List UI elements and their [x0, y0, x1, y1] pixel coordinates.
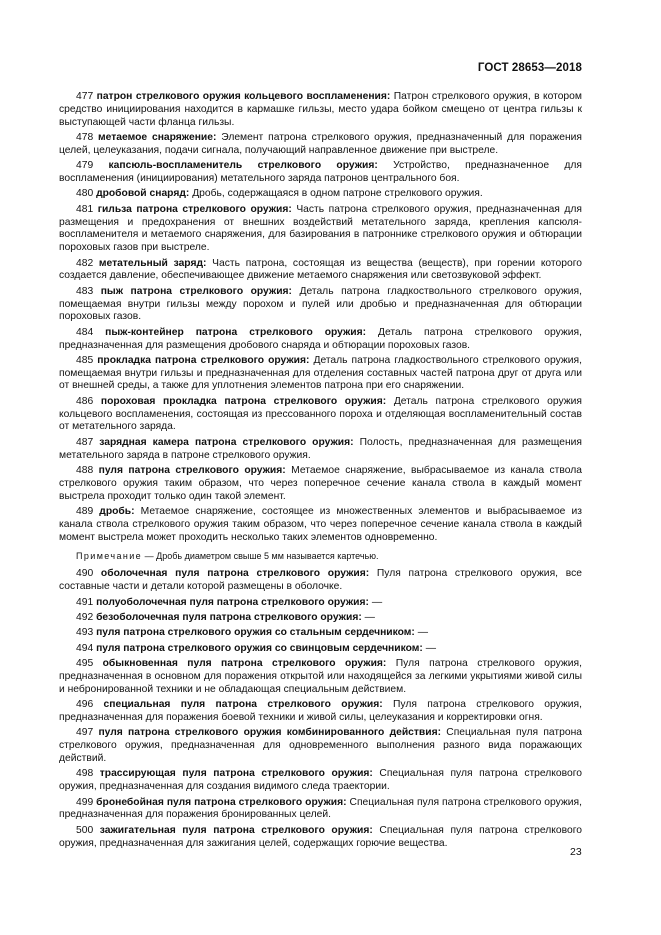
standard-designation: ГОСТ 28653—2018 [477, 62, 582, 74]
term-number: 479 [76, 160, 94, 172]
term-number: 499 [76, 796, 94, 808]
term-number: 493 [76, 627, 94, 639]
term-entry [59, 327, 582, 353]
term-definition: Метаемое снаряжение, состоящее из множественных элементов и выбрасываемое из канала ствола стрелкового оружия таким образом, что через поперечное сечение канала ствола в каждый момент выстрела может проходить несколько таких элементов одновременно. [59, 506, 582, 543]
term-number: 481 [76, 203, 94, 215]
term-definition: Специальная пуля патрона стрелкового оружия, предназначенная для создания видимого следа траектории. [59, 768, 582, 793]
term-definition: Специальная пуля патрона стрелкового оружия, предназначенная для одновременного выполнения разного вида поражающих действий. [59, 727, 582, 764]
term-title: пуля патрона стрелкового оружия комбинированного действия: [98, 727, 442, 739]
term-entry [59, 797, 582, 823]
term-entry [59, 825, 582, 851]
term-title: пуля патрона стрелкового оружия: [98, 465, 286, 477]
term-number: 490 [76, 568, 94, 580]
term-entry [59, 437, 582, 463]
document-body [59, 91, 582, 853]
term-entry [59, 465, 582, 503]
term-title: дробовой снаряд: [96, 188, 190, 200]
term-number: 484 [76, 326, 94, 338]
term-title: трассирующая пуля патрона стрелкового оружия: [99, 768, 373, 780]
term-title: пороховая прокладка патрона стрелкового оружия: [100, 395, 387, 407]
term-definition: Пуля патрона стрелкового оружия, предназначенная для поражения боевой техники и живой силы, целеуказания и корректировки огня. [59, 699, 582, 723]
term-entry [59, 160, 582, 186]
term-title: капсюль-воспламенитель стрелкового оружия: [108, 160, 378, 172]
term-definition: Пуля патрона стрелкового оружия, все составные части и детали которой размещены в оболочке. [59, 568, 582, 593]
term-definition: Специальная пуля патрона стрелкового оружия, предназначенная для зажигания целей, содержащих горючие вещества. [59, 824, 582, 849]
term-title: обыкновенная пуля патрона стрелкового оружия: [102, 658, 387, 670]
note-dash: — [144, 551, 154, 562]
term-number: 480 [76, 188, 94, 200]
term-definition: — [371, 596, 383, 608]
term-definition: Полость, предназначенная для размещения метательного заряда в патроне стрелкового оружия. [59, 436, 582, 461]
term-number: 477 [76, 91, 94, 102]
term-definition: Специальная пуля патрона стрелкового оружия, предназначенная для поражения бронированных целей. [59, 796, 582, 821]
term-definition: Часть патрона, состоящая из вещества (веществ), при горении которого создается давление, обеспечивающее движение метаемого снаряжения или светозвуковой эффект. [59, 257, 582, 282]
term-number: 488 [76, 465, 94, 477]
term-entry [59, 396, 582, 434]
term-entry [59, 699, 582, 725]
term-title: оболочечная пуля патрона стрелкового оружия: [100, 568, 370, 580]
term-entry [59, 258, 582, 284]
term-definition: — [417, 627, 429, 639]
term-title: гильза патрона стрелкового оружия: [97, 203, 292, 215]
term-title: полуоболочечная пуля патрона стрелкового оружия: [96, 596, 369, 608]
term-definition: — [364, 612, 375, 623]
term-title: метаемое снаряжение: [98, 131, 217, 143]
term-entry [59, 768, 582, 794]
term-entry [59, 506, 582, 544]
terms-list-b [59, 568, 582, 850]
term-definition: Дробь, содержащаяся в одном патроне стрелкового оружия. [192, 188, 483, 200]
term-definition: Часть патрона стрелкового оружия, предназначенная для размещения и предохранения от внешних воздействий метательного заряда, крепления капсюля-воспламенителя и метаемого снаряжения, для базирования в патроннике стрелкового оружия и обтюрации пороховых газов при выстреле. [59, 203, 582, 254]
term-definition: Устройство, предназначенное для воспламенения (инициирования) метательного заряда патронов центрального боя. [59, 160, 582, 184]
note-label: Примечание [76, 551, 143, 562]
term-title: специальная пуля патрона стрелкового оружия: [103, 699, 383, 711]
term-title: зажигательная пуля патрона стрелкового оружия: [99, 824, 373, 836]
term-number: 496 [76, 699, 94, 711]
term-title: пуля патрона стрелкового оружия со свинцовым сердечником: [96, 642, 423, 654]
term-title: прокладка патрона стрелкового оружия: [97, 354, 310, 366]
term-definition: Деталь патрона гладкоствольного стрелкового оружия, помещаемая внутри гильзы между порохом и пулей или дробью и предназначенная для обтюрации пороховых газов. [59, 285, 582, 323]
note [59, 550, 582, 562]
term-entry [59, 204, 582, 255]
term-definition: Деталь патрона стрелкового оружия, предназначенная для размещения дробового снаряда и обтюрации пороховых газов. [59, 326, 582, 351]
term-entry [59, 627, 582, 640]
term-number: 492 [76, 612, 94, 623]
term-entry [59, 188, 582, 201]
term-number: 483 [76, 285, 94, 297]
term-number: 485 [76, 354, 94, 366]
term-definition: Метаемое снаряжение, выбрасываемое из канала ствола стрелкового оружия таким образом, что через поперечное сечение канала ствола в каждый момент выстрела проходит только один такой элемент. [59, 465, 582, 502]
term-number: 487 [76, 436, 94, 448]
term-entry [59, 286, 582, 324]
term-definition: — [425, 642, 436, 654]
term-definition: Патрон стрелкового оружия, в котором средство инициирования находится в кармашке гильзы, место удара бойком смещено от центра гильзы к выступающей части фланца гильзы. [59, 91, 582, 128]
terms-list-a [59, 91, 582, 544]
term-number: 497 [76, 727, 94, 739]
term-number: 495 [76, 658, 94, 670]
term-entry [59, 355, 582, 393]
term-number: 489 [76, 506, 94, 518]
term-title: пыж-контейнер патрона стрелкового оружия: [105, 326, 367, 338]
term-definition: Деталь патрона стрелкового оружия кольцевого воспламенения, состоящая из прессованного пороха и отделяющая воспламенительный состав от метательного заряда. [59, 395, 582, 433]
term-title: пуля патрона стрелкового оружия со стальным сердечником: [96, 627, 415, 639]
term-entry [59, 568, 582, 594]
term-number: 482 [76, 257, 94, 269]
term-title: безоболочечная пуля патрона стрелкового оружия: [96, 612, 362, 623]
term-number: 494 [76, 642, 94, 654]
term-title: зарядная камера патрона стрелкового оружия: [99, 436, 354, 448]
term-title: бронебойная пуля патрона стрелкового оружия: [96, 796, 347, 808]
term-title: метательный заряд: [98, 257, 207, 269]
term-number: 498 [76, 768, 94, 780]
term-number: 491 [76, 596, 94, 608]
term-definition: Элемент патрона стрелкового оружия, предназначенный для поражения целей, целеуказания, подачи сигнала, получающий направленное движение при выстреле. [59, 131, 582, 156]
term-entry [59, 658, 582, 696]
note-text: Дробь диаметром свыше 5 мм называется картечью. [156, 551, 379, 562]
term-number: 478 [76, 131, 94, 143]
term-title: пыж патрона стрелкового оружия: [100, 285, 292, 297]
page-number: 23 [570, 846, 582, 858]
term-number: 486 [76, 395, 94, 407]
term-title: дробь: [99, 506, 135, 518]
term-definition: Деталь патрона гладкоствольного стрелкового оружия, помещаемая внутри гильзы и предназначенная для отделения составных частей патрона друг от друга или от внешней среды, а также для уплотнения элементов патрона при его снаряжении. [59, 354, 582, 392]
term-entry [59, 597, 582, 610]
term-entry [59, 132, 582, 158]
term-entry [59, 612, 582, 625]
term-number: 500 [76, 824, 94, 836]
term-entry [59, 727, 582, 765]
term-entry [59, 643, 582, 656]
term-title: патрон стрелкового оружия кольцевого воспламенения: [96, 91, 391, 102]
term-entry [59, 91, 582, 129]
term-definition: Пуля патрона стрелкового оружия, предназначенная в основном для поражения открытой или находящейся за легкими укрытиями живой силы и небронированной техники и не обладающая специальным действием. [59, 658, 582, 695]
